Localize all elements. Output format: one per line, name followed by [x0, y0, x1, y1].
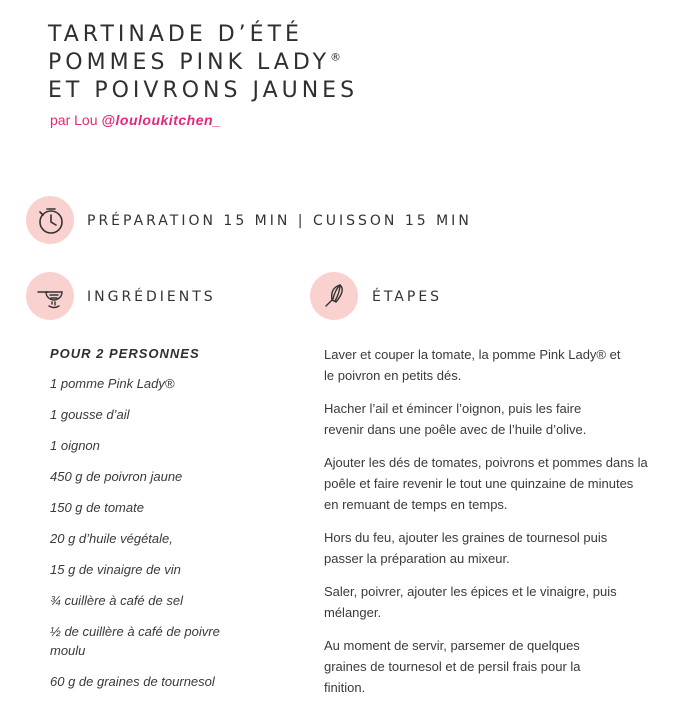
ingredient-item: ¾ cuillère à café de sel — [50, 593, 183, 608]
byline — [50, 112, 221, 128]
title-line-2 — [48, 50, 341, 75]
step-item: Hacher l’ail et émincer l’oignon, puis les faire revenir dans une poêle avec de l’huile d’olive. — [324, 401, 587, 437]
ingredient-item: 1 gousse d’ail — [50, 407, 130, 422]
ingredient-item: 20 g d’huile végétale, — [50, 531, 173, 546]
step-item: Ajouter les dés de tomates, poivrons et pommes dans la poêle et faire revenir le tout une quinzaine de minutes en remuant de temps en temps. — [324, 455, 648, 512]
sieve-icon — [26, 272, 74, 320]
byline-prefix: par Lou — [50, 112, 102, 128]
whisk-icon — [310, 272, 358, 320]
step-item: Hors du feu, ajouter les graines de tournesol puis passer la préparation au mixeur. — [324, 530, 608, 566]
ingredient-item: 150 g de tomate — [50, 500, 144, 515]
title-line-1: TARTINADE D’ÉTÉ — [48, 22, 303, 47]
ingredient-list — [50, 374, 270, 703]
ingredient-item: 1 pomme Pink Lady® — [50, 376, 175, 391]
registered-mark: ® — [330, 50, 342, 64]
ingredient-item: ½ de cuillère à café de poivre moulu — [50, 624, 220, 658]
step-item: Saler, poivrer, ajouter les épices et le vinaigre, puis mélanger. — [324, 584, 617, 620]
steps-list — [324, 344, 654, 710]
ingredient-item: 60 g de graines de tournesol — [50, 674, 215, 689]
timing-label: PRÉPARATION 15 MIN | CUISSON 15 MIN — [87, 213, 472, 229]
clock-icon — [26, 196, 74, 244]
step-item: Laver et couper la tomate, la pomme Pink Lady® et le poivron en petits dés. — [324, 347, 621, 383]
servings-heading: POUR 2 PERSONNES — [50, 346, 200, 361]
title-line-2-text: POMMES PINK LADY — [48, 50, 331, 75]
title-line-3: ET POIVRONS JAUNES — [48, 78, 359, 103]
ingredient-item: 1 oignon — [50, 438, 100, 453]
ingredients-section-label: INGRÉDIENTS — [87, 289, 216, 305]
steps-section-label: ÉTAPES — [372, 289, 443, 305]
author-handle-link[interactable]: @louloukitchen_ — [101, 112, 222, 128]
step-item: Au moment de servir, parsemer de quelques graines de tournesol et de persil frais pour la finition. — [324, 638, 581, 695]
ingredient-item: 450 g de poivron jaune — [50, 469, 183, 484]
ingredient-item: 15 g de vinaigre de vin — [50, 562, 181, 577]
